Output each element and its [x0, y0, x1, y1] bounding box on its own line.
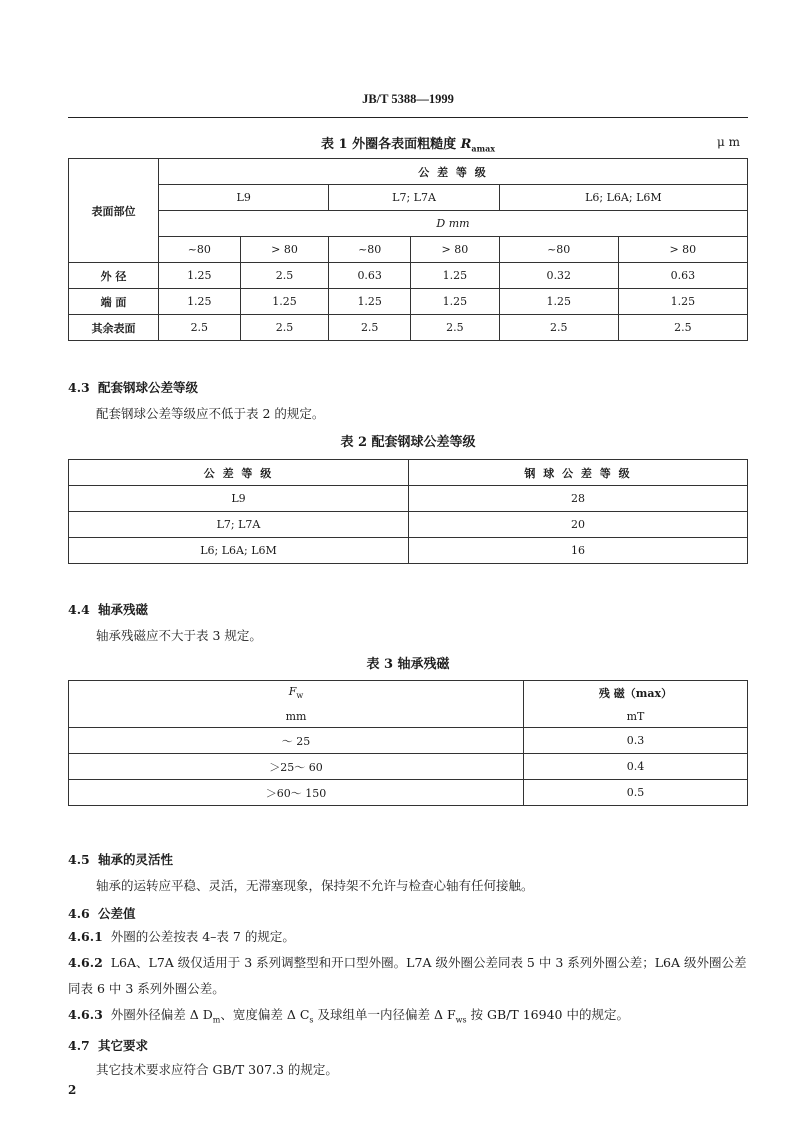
table-cell: 0.3: [524, 728, 748, 754]
section-text: 、宽度偏差 Δ C: [220, 1007, 310, 1022]
section-4-6-2: [68, 950, 758, 1002]
d-range: > 80: [411, 237, 500, 263]
table-row: [69, 754, 748, 780]
section-text: 及球组单一内径偏差 Δ F: [313, 1007, 456, 1022]
header-rule: [68, 117, 748, 118]
table-cell: 28: [409, 486, 748, 512]
section-title: 轴承残磁: [98, 602, 149, 617]
col-header: 残 磁（max）: [524, 681, 748, 706]
table-cell: 0.63: [329, 263, 411, 289]
table-cell: 2.5: [240, 263, 329, 289]
table-cell: 1.25: [240, 289, 329, 315]
table-cell: 0.32: [499, 263, 618, 289]
table-cell: L7; L7A: [69, 512, 409, 538]
table3-caption: 表 3 轴承残磁: [366, 657, 450, 672]
col-unit: mT: [524, 705, 748, 728]
d-range: ~80: [159, 237, 241, 263]
section-4-6-heading: [68, 904, 136, 922]
table1-caption-text: 表 1 外圈各表面粗糙度: [320, 137, 457, 152]
row-label: 其余表面: [69, 315, 159, 341]
section-title: 其它要求: [98, 1038, 149, 1053]
section-4-7-text: 其它技术要求应符合 GB/T 307.3 的规定。: [96, 1062, 338, 1077]
col1-symbol: F: [288, 685, 297, 699]
table-cell: 1.25: [159, 263, 241, 289]
table-cell: ～ 25: [69, 728, 524, 754]
document-id-header: JB/T 5388—1999: [362, 92, 454, 106]
table-cell: 2.5: [329, 315, 411, 341]
d-range: ~80: [499, 237, 618, 263]
table-row: [69, 728, 748, 754]
table-cell: L9: [69, 486, 409, 512]
section-4-3-text: 配套钢球公差等级应不低于表 2 的规定。: [96, 406, 325, 421]
table-cell: 0.5: [524, 780, 748, 806]
d-range: ~80: [329, 237, 411, 263]
section-4-5-heading: [68, 850, 173, 868]
section-number: 4.6.1: [68, 929, 103, 944]
table1-caption: [68, 133, 748, 154]
row-label: 端 面: [69, 289, 159, 315]
table-cell: 2.5: [240, 315, 329, 341]
table-cell: 2.5: [618, 315, 747, 341]
d-header: D mm: [159, 211, 748, 237]
d-range: > 80: [618, 237, 747, 263]
section-4-6-3: [68, 1002, 758, 1034]
section-text: 按 GB/T 16940 中的规定。: [466, 1007, 629, 1022]
roughness-table: [68, 158, 748, 341]
section-4-3-heading: [68, 378, 198, 396]
d-range: > 80: [240, 237, 329, 263]
row-header-cell: 表面部位: [69, 159, 159, 263]
table-cell: ＞60～ 150: [69, 780, 524, 806]
table-cell: L6; L6A; L6M: [69, 538, 409, 564]
table-cell: 1.25: [499, 289, 618, 315]
section-number: 4.5: [68, 852, 90, 867]
subscript: m: [212, 1015, 221, 1025]
section-title: 配套钢球公差等级: [98, 380, 199, 395]
table-cell: 1.25: [411, 289, 500, 315]
table2-caption: 表 2 配套钢球公差等级: [340, 435, 476, 450]
section-number: 4.4: [68, 602, 90, 617]
table-row: [69, 289, 748, 315]
row-label: 外 径: [69, 263, 159, 289]
section-number: 4.3: [68, 380, 90, 395]
table-row: [69, 780, 748, 806]
section-4-4-text: 轴承残磁应不大于表 3 规定。: [96, 628, 262, 643]
col1-sub: w: [296, 691, 304, 701]
table-row: [69, 263, 748, 289]
grade-l9: L9: [159, 185, 329, 211]
table-cell: 1.25: [411, 263, 500, 289]
subscript: ws: [455, 1015, 467, 1025]
residual-magnetism-table: [68, 680, 748, 806]
table1-caption-symbol: R: [460, 137, 472, 152]
grade-l7: L7; L7A: [329, 185, 499, 211]
table-cell: 0.63: [618, 263, 747, 289]
page-number: 2: [68, 1083, 77, 1097]
table-row: [69, 512, 748, 538]
col-header: 钢 球 公 差 等 级: [409, 460, 748, 486]
section-title: 公差值: [98, 906, 136, 921]
grade-l6: L6; L6A; L6M: [499, 185, 747, 211]
section-4-6-1: [68, 924, 758, 950]
section-text: 外圈外径偏差 Δ D: [110, 1007, 213, 1022]
table-row: [69, 315, 748, 341]
section-text: 外圈的公差按表 4–表 7 的规定。: [110, 929, 295, 944]
table1-caption-sub: amax: [471, 143, 496, 154]
section-title: 轴承的灵活性: [98, 852, 174, 867]
col-unit: mm: [69, 705, 524, 728]
table-cell: 2.5: [411, 315, 500, 341]
table-cell: 1.25: [159, 289, 241, 315]
table-cell: 20: [409, 512, 748, 538]
table-cell: 1.25: [618, 289, 747, 315]
section-number: 4.6: [68, 906, 90, 921]
table-cell: 0.4: [524, 754, 748, 780]
table-cell: 2.5: [499, 315, 618, 341]
section-number: 4.7: [68, 1038, 90, 1053]
table-cell: 2.5: [159, 315, 241, 341]
table1-unit: μ m: [717, 135, 740, 149]
section-text: L6A、L7A 级仅适用于 3 系列调整型和开口型外圈。L7A 级外圈公差同表 5 中 3 系列外圈公差；L6A 级外圈公差同表 6 中 3 系列外圈公差。: [68, 955, 747, 996]
col-header: [69, 681, 524, 706]
ball-grade-table: [68, 459, 748, 564]
table-row: [69, 538, 748, 564]
section-number: 4.6.2: [68, 955, 103, 970]
table-cell: 1.25: [329, 289, 411, 315]
section-4-4-heading: [68, 600, 148, 618]
section-4-5-text: 轴承的运转应平稳、灵活，无滞塞现象，保持架不允许与检查心轴有任何接触。: [96, 878, 534, 893]
table-cell: ＞25～ 60: [69, 754, 524, 780]
section-4-7-heading: [68, 1036, 148, 1054]
subscript: s: [309, 1015, 314, 1025]
col-header: 公 差 等 级: [69, 460, 409, 486]
table-cell: 16: [409, 538, 748, 564]
tolerance-header: 公 差 等 级: [159, 159, 748, 185]
section-number: 4.6.3: [68, 1007, 103, 1022]
table-row: [69, 486, 748, 512]
